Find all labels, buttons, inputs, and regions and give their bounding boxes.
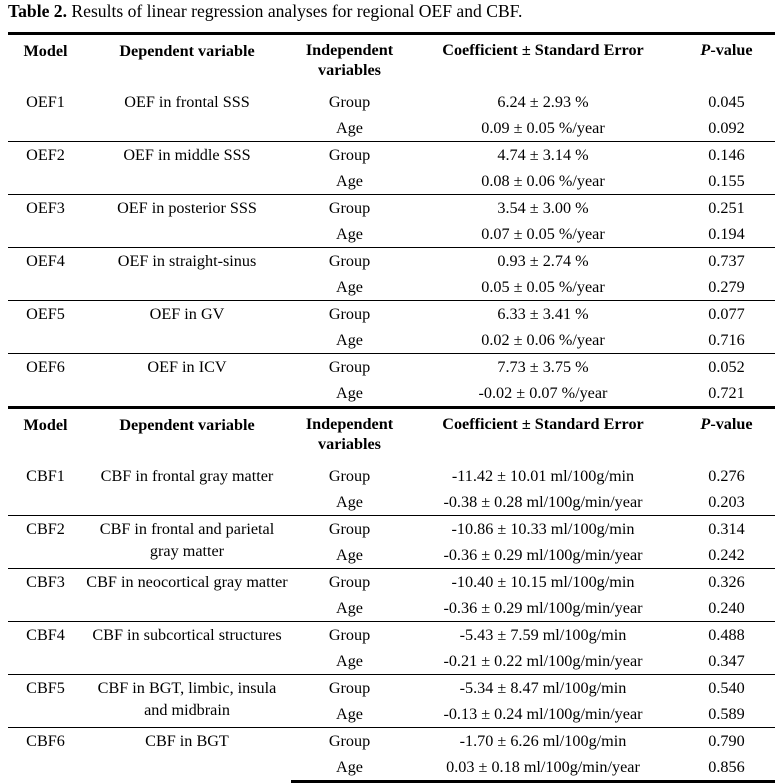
header-row (8, 34, 775, 90)
dependent-variable-cell: OEF in GV (83, 301, 291, 354)
model-cell: OEF4 (8, 248, 83, 301)
model-cell: CBF1 (26, 467, 65, 485)
header-p-suffix: -value (710, 41, 753, 59)
dependent-variable-cell: OEF in posterior SSS (83, 195, 291, 248)
table-row (8, 516, 775, 543)
header-p-value (678, 408, 775, 464)
p-value-cell: 0.589 (708, 705, 745, 723)
independent-variable-cell: Group (291, 195, 408, 222)
header-p-suffix: -value (710, 415, 753, 433)
dependent-variable-cell: CBF in frontal gray matter (100, 467, 274, 485)
dependent-variable-cell: CBF in BGT, limbic, insula and midbrain (83, 675, 291, 728)
table-row (8, 89, 775, 115)
table-row (8, 728, 775, 755)
model-cell: CBF6 (8, 728, 83, 782)
independent-variable-cell: Age (336, 652, 363, 670)
header-independent-variables: Independent variables (291, 408, 408, 464)
dependent-variable-cell: OEF in ICV (83, 354, 291, 408)
table-row (8, 142, 775, 169)
header-p-italic: P (700, 41, 711, 59)
dependent-variable-cell: CBF in BGT (83, 728, 291, 782)
dependent-variable-cell: CBF in subcortical structures (83, 622, 291, 675)
independent-variable-cell: Age (336, 705, 363, 723)
independent-variable-cell: Age (336, 546, 363, 564)
p-value-cell: 0.077 (678, 301, 775, 328)
dependent-variable-cell: CBF in neocortical gray matter (83, 569, 291, 622)
dependent-variable-cell: OEF in middle SSS (83, 142, 291, 195)
model-cell: OEF5 (8, 301, 83, 354)
coefficient-cell: -5.34 ± 8.47 ml/100g/min (408, 675, 678, 702)
coefficient-cell: 0.05 ± 0.05 %/year (481, 278, 605, 296)
table-row (8, 354, 775, 381)
header-dependent-variable: Dependent variable (83, 408, 291, 464)
coefficient-cell: 0.08 ± 0.06 %/year (481, 172, 605, 190)
p-value-cell: 0.540 (678, 675, 775, 702)
model-cell: OEF3 (8, 195, 83, 248)
coefficient-cell: -0.13 ± 0.24 ml/100g/min/year (443, 705, 643, 723)
p-value-cell: 0.045 (708, 93, 745, 111)
coefficient-cell: 4.74 ± 3.14 % (408, 142, 678, 169)
model-cell: OEF2 (8, 142, 83, 195)
p-value-cell: 0.155 (708, 172, 745, 190)
p-value-cell: 0.488 (678, 622, 775, 649)
table-row (8, 675, 775, 702)
p-value-cell: 0.790 (678, 728, 775, 755)
p-value-cell: 0.146 (678, 142, 775, 169)
coefficient-cell: -5.43 ± 7.59 ml/100g/min (408, 622, 678, 649)
coefficient-cell: -0.38 ± 0.28 ml/100g/min/year (443, 493, 643, 511)
table-caption (8, 3, 522, 21)
independent-variable-cell: Age (336, 599, 363, 617)
coefficient-cell: -10.40 ± 10.15 ml/100g/min (408, 569, 678, 596)
independent-variable-cell: Group (291, 569, 408, 596)
independent-variable-cell: Age (336, 331, 363, 349)
coefficient-cell: -0.02 ± 0.07 %/year (478, 384, 608, 402)
independent-variable-cell: Group (328, 467, 371, 485)
independent-variable-cell: Age (336, 278, 363, 296)
header-p-value (678, 34, 775, 90)
independent-variable-cell: Age (336, 384, 363, 402)
independent-variable-cell: Age (336, 493, 363, 511)
model-cell: OEF1 (26, 93, 65, 111)
regression-table (8, 32, 775, 783)
coefficient-cell: -1.70 ± 6.26 ml/100g/min (408, 728, 678, 755)
p-value-cell: 0.856 (678, 754, 775, 782)
dependent-variable-cell: CBF in frontal and parietal gray matter (83, 516, 291, 569)
p-value-cell: 0.716 (708, 331, 745, 349)
independent-variable-cell: Group (291, 142, 408, 169)
p-value-cell: 0.721 (708, 384, 745, 402)
p-value-cell: 0.276 (708, 467, 745, 485)
independent-variable-cell: Group (291, 675, 408, 702)
p-value-cell: 0.326 (678, 569, 775, 596)
p-value-cell: 0.203 (708, 493, 745, 511)
header-coefficient: Coefficient ± Standard Error (408, 34, 678, 90)
model-cell: OEF6 (8, 354, 83, 408)
independent-variable-cell: Age (336, 119, 363, 137)
model-cell: CBF3 (8, 569, 83, 622)
regression-table-body (8, 34, 775, 782)
independent-variable-cell: Group (291, 354, 408, 381)
header-model: Model (8, 34, 83, 90)
table-row (8, 301, 775, 328)
coefficient-cell: 6.24 ± 2.93 % (497, 93, 589, 111)
independent-variable-cell: Age (291, 754, 408, 782)
independent-variable-cell: Group (291, 728, 408, 755)
coefficient-cell: -11.42 ± 10.01 ml/100g/min (451, 467, 635, 485)
header-p-italic: P (700, 415, 711, 433)
independent-variable-cell: Group (328, 93, 371, 111)
coefficient-cell: 0.03 ± 0.18 ml/100g/min/year (408, 754, 678, 782)
coefficient-cell: -10.86 ± 10.33 ml/100g/min (408, 516, 678, 543)
coefficient-cell: 0.02 ± 0.06 %/year (481, 331, 605, 349)
p-value-cell: 0.242 (708, 546, 745, 564)
dependent-variable-cell: OEF in straight-sinus (83, 248, 291, 301)
header-model: Model (8, 408, 83, 464)
table-label: Table 2. (8, 1, 67, 21)
p-value-cell: 0.314 (678, 516, 775, 543)
coefficient-cell: 0.09 ± 0.05 %/year (481, 119, 605, 137)
dependent-variable-cell: OEF in frontal SSS (124, 93, 250, 111)
independent-variable-cell: Age (336, 172, 363, 190)
table-row (8, 569, 775, 596)
table-row (8, 248, 775, 275)
independent-variable-cell: Group (291, 248, 408, 275)
p-value-cell: 0.279 (708, 278, 745, 296)
coefficient-cell: 6.33 ± 3.41 % (408, 301, 678, 328)
coefficient-cell: -0.36 ± 0.29 ml/100g/min/year (443, 599, 643, 617)
coefficient-cell: -0.21 ± 0.22 ml/100g/min/year (443, 652, 643, 670)
independent-variable-cell: Group (291, 516, 408, 543)
p-value-cell: 0.251 (678, 195, 775, 222)
header-independent-variables: Independent variables (291, 34, 408, 90)
table-row (8, 463, 775, 489)
header-dependent-variable: Dependent variable (83, 34, 291, 90)
table-row (8, 622, 775, 649)
model-cell: CBF4 (8, 622, 83, 675)
independent-variable-cell: Age (336, 225, 363, 243)
table-caption-text: Results of linear regression analyses for regional OEF and CBF. (67, 1, 523, 21)
coefficient-cell: 0.93 ± 2.74 % (408, 248, 678, 275)
p-value-cell: 0.347 (708, 652, 745, 670)
p-value-cell: 0.240 (708, 599, 745, 617)
coefficient-cell: 7.73 ± 3.75 % (408, 354, 678, 381)
header-row (8, 408, 775, 464)
header-coefficient: Coefficient ± Standard Error (408, 408, 678, 464)
coefficient-cell: 3.54 ± 3.00 % (408, 195, 678, 222)
coefficient-cell: 0.07 ± 0.05 %/year (481, 225, 605, 243)
p-value-cell: 0.737 (678, 248, 775, 275)
model-cell: CBF2 (8, 516, 83, 569)
p-value-cell: 0.052 (678, 354, 775, 381)
independent-variable-cell: Group (291, 301, 408, 328)
table-row (8, 195, 775, 222)
coefficient-cell: -0.36 ± 0.29 ml/100g/min/year (443, 546, 643, 564)
p-value-cell: 0.092 (708, 119, 745, 137)
model-cell: CBF5 (8, 675, 83, 728)
p-value-cell: 0.194 (708, 225, 745, 243)
independent-variable-cell: Group (291, 622, 408, 649)
